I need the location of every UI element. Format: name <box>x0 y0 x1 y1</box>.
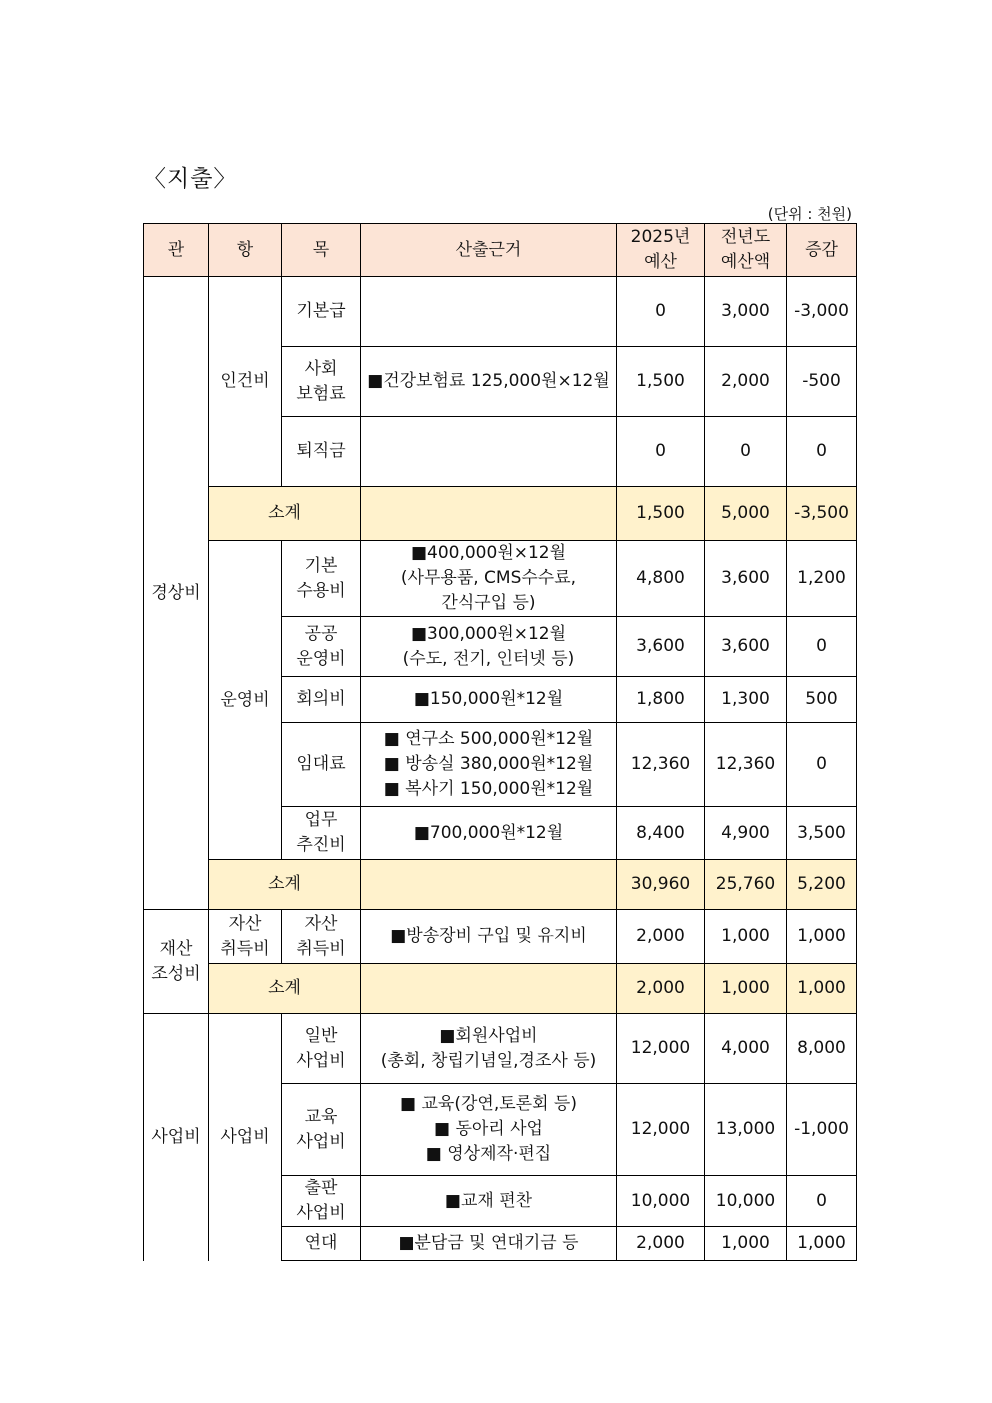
diff-cell: 500 <box>787 677 857 723</box>
mok-cell: 연대 <box>282 1227 361 1261</box>
basis-cell <box>361 417 617 487</box>
budget-cell: 2,000 <box>617 1227 705 1261</box>
basis-cell: ■건강보험료 125,000원×12월 <box>361 347 617 417</box>
table-row <box>144 541 857 617</box>
prev-cell: 10,000 <box>705 1176 787 1227</box>
subtotal-row <box>144 860 857 910</box>
basis-cell: ■700,000원*12월 <box>361 807 617 860</box>
prev-cell: 3,600 <box>705 541 787 617</box>
budget-cell: 8,400 <box>617 807 705 860</box>
hang-cell: 자산 취득비 <box>209 910 282 964</box>
gwan-cell: 경상비 <box>144 277 209 910</box>
gwan-cell: 재산 조성비 <box>144 910 209 1014</box>
prev-cell: 1,000 <box>705 964 787 1014</box>
diff-cell: -500 <box>787 347 857 417</box>
gwan-cell: 사업비 <box>144 1014 209 1261</box>
budget-cell: 3,600 <box>617 617 705 677</box>
basis-cell: ■교재 편찬 <box>361 1176 617 1227</box>
diff-cell: 1,000 <box>787 910 857 964</box>
prev-cell: 3,600 <box>705 617 787 677</box>
budget-cell: 0 <box>617 277 705 347</box>
basis-cell: ■300,000원×12월 (수도, 전기, 인터넷 등) <box>361 617 617 677</box>
prev-cell: 0 <box>705 417 787 487</box>
basis-cell: ■ 연구소 500,000원*12월 ■ 방송실 380,000원*12월 ■ 복사기 150,000원*12월 <box>361 723 617 807</box>
budget-cell: 1,800 <box>617 677 705 723</box>
diff-cell: -3,500 <box>787 487 857 541</box>
mok-cell: 공공 운영비 <box>282 617 361 677</box>
basis-cell: ■ 교육(강연,토론회 등) ■ 동아리 사업 ■ 영상제작·편집 <box>361 1084 617 1176</box>
diff-cell: 8,000 <box>787 1014 857 1084</box>
basis-cell: ■방송장비 구입 및 유지비 <box>361 910 617 964</box>
budget-cell: 2,000 <box>617 964 705 1014</box>
header-hang: 항 <box>209 224 282 277</box>
prev-cell: 2,000 <box>705 347 787 417</box>
budget-cell: 1,500 <box>617 487 705 541</box>
basis-cell: ■150,000원*12월 <box>361 677 617 723</box>
budget-cell: 12,000 <box>617 1014 705 1084</box>
header-diff: 증감 <box>787 224 857 277</box>
header-budget: 2025년 예산 <box>617 224 705 277</box>
diff-cell: -1,000 <box>787 1084 857 1176</box>
budget-cell: 30,960 <box>617 860 705 910</box>
budget-cell: 10,000 <box>617 1176 705 1227</box>
mok-cell: 기본급 <box>282 277 361 347</box>
mok-cell: 기본 수용비 <box>282 541 361 617</box>
basis-cell <box>361 277 617 347</box>
mok-cell: 출판 사업비 <box>282 1176 361 1227</box>
diff-cell: 5,200 <box>787 860 857 910</box>
mok-cell: 자산 취득비 <box>282 910 361 964</box>
hang-cell: 운영비 <box>209 541 282 860</box>
basis-cell: ■400,000원×12월 (사무용품, CMS수수료, 간식구입 등) <box>361 541 617 617</box>
section-title: 〈지출〉 <box>143 166 238 192</box>
subtotal-row <box>144 964 857 1014</box>
diff-cell: 0 <box>787 1176 857 1227</box>
subtotal-label: 소계 <box>209 964 361 1014</box>
diff-cell: 0 <box>787 417 857 487</box>
budget-cell: 12,000 <box>617 1084 705 1176</box>
subtotal-label: 소계 <box>209 487 361 541</box>
budget-cell: 2,000 <box>617 910 705 964</box>
mok-cell: 업무 추진비 <box>282 807 361 860</box>
hang-cell: 사업비 <box>209 1014 282 1261</box>
table-row <box>144 277 857 347</box>
prev-cell: 5,000 <box>705 487 787 541</box>
header-basis: 산출근거 <box>361 224 617 277</box>
basis-cell <box>361 964 617 1014</box>
budget-cell: 4,800 <box>617 541 705 617</box>
budget-cell: 0 <box>617 417 705 487</box>
budget-cell: 1,500 <box>617 347 705 417</box>
prev-cell: 25,760 <box>705 860 787 910</box>
diff-cell: 1,000 <box>787 964 857 1014</box>
header-gwan: 관 <box>144 224 209 277</box>
header-mok: 목 <box>282 224 361 277</box>
prev-cell: 4,000 <box>705 1014 787 1084</box>
subtotal-row <box>144 487 857 541</box>
header-prev: 전년도 예산액 <box>705 224 787 277</box>
diff-cell: 3,500 <box>787 807 857 860</box>
prev-cell: 13,000 <box>705 1084 787 1176</box>
mok-cell: 사회 보험료 <box>282 347 361 417</box>
prev-cell: 1,000 <box>705 1227 787 1261</box>
basis-cell <box>361 860 617 910</box>
table-header-row <box>144 224 857 277</box>
diff-cell: 1,200 <box>787 541 857 617</box>
prev-cell: 1,300 <box>705 677 787 723</box>
table-row <box>144 910 857 964</box>
mok-cell: 퇴직금 <box>282 417 361 487</box>
mok-cell: 일반 사업비 <box>282 1014 361 1084</box>
budget-cell: 12,360 <box>617 723 705 807</box>
diff-cell: 0 <box>787 617 857 677</box>
table-row <box>144 1014 857 1084</box>
mok-cell: 교육 사업비 <box>282 1084 361 1176</box>
prev-cell: 1,000 <box>705 910 787 964</box>
basis-cell: ■분담금 및 연대기금 등 <box>361 1227 617 1261</box>
diff-cell: 0 <box>787 723 857 807</box>
diff-cell: 1,000 <box>787 1227 857 1261</box>
hang-cell: 인건비 <box>209 277 282 487</box>
subtotal-label: 소계 <box>209 860 361 910</box>
expense-table <box>143 223 857 1261</box>
unit-label: (단위 : 천원) <box>767 205 852 223</box>
diff-cell: -3,000 <box>787 277 857 347</box>
prev-cell: 12,360 <box>705 723 787 807</box>
mok-cell: 임대료 <box>282 723 361 807</box>
basis-cell <box>361 487 617 541</box>
mok-cell: 회의비 <box>282 677 361 723</box>
basis-cell: ■회원사업비 (총회, 창립기념일,경조사 등) <box>361 1014 617 1084</box>
prev-cell: 3,000 <box>705 277 787 347</box>
prev-cell: 4,900 <box>705 807 787 860</box>
